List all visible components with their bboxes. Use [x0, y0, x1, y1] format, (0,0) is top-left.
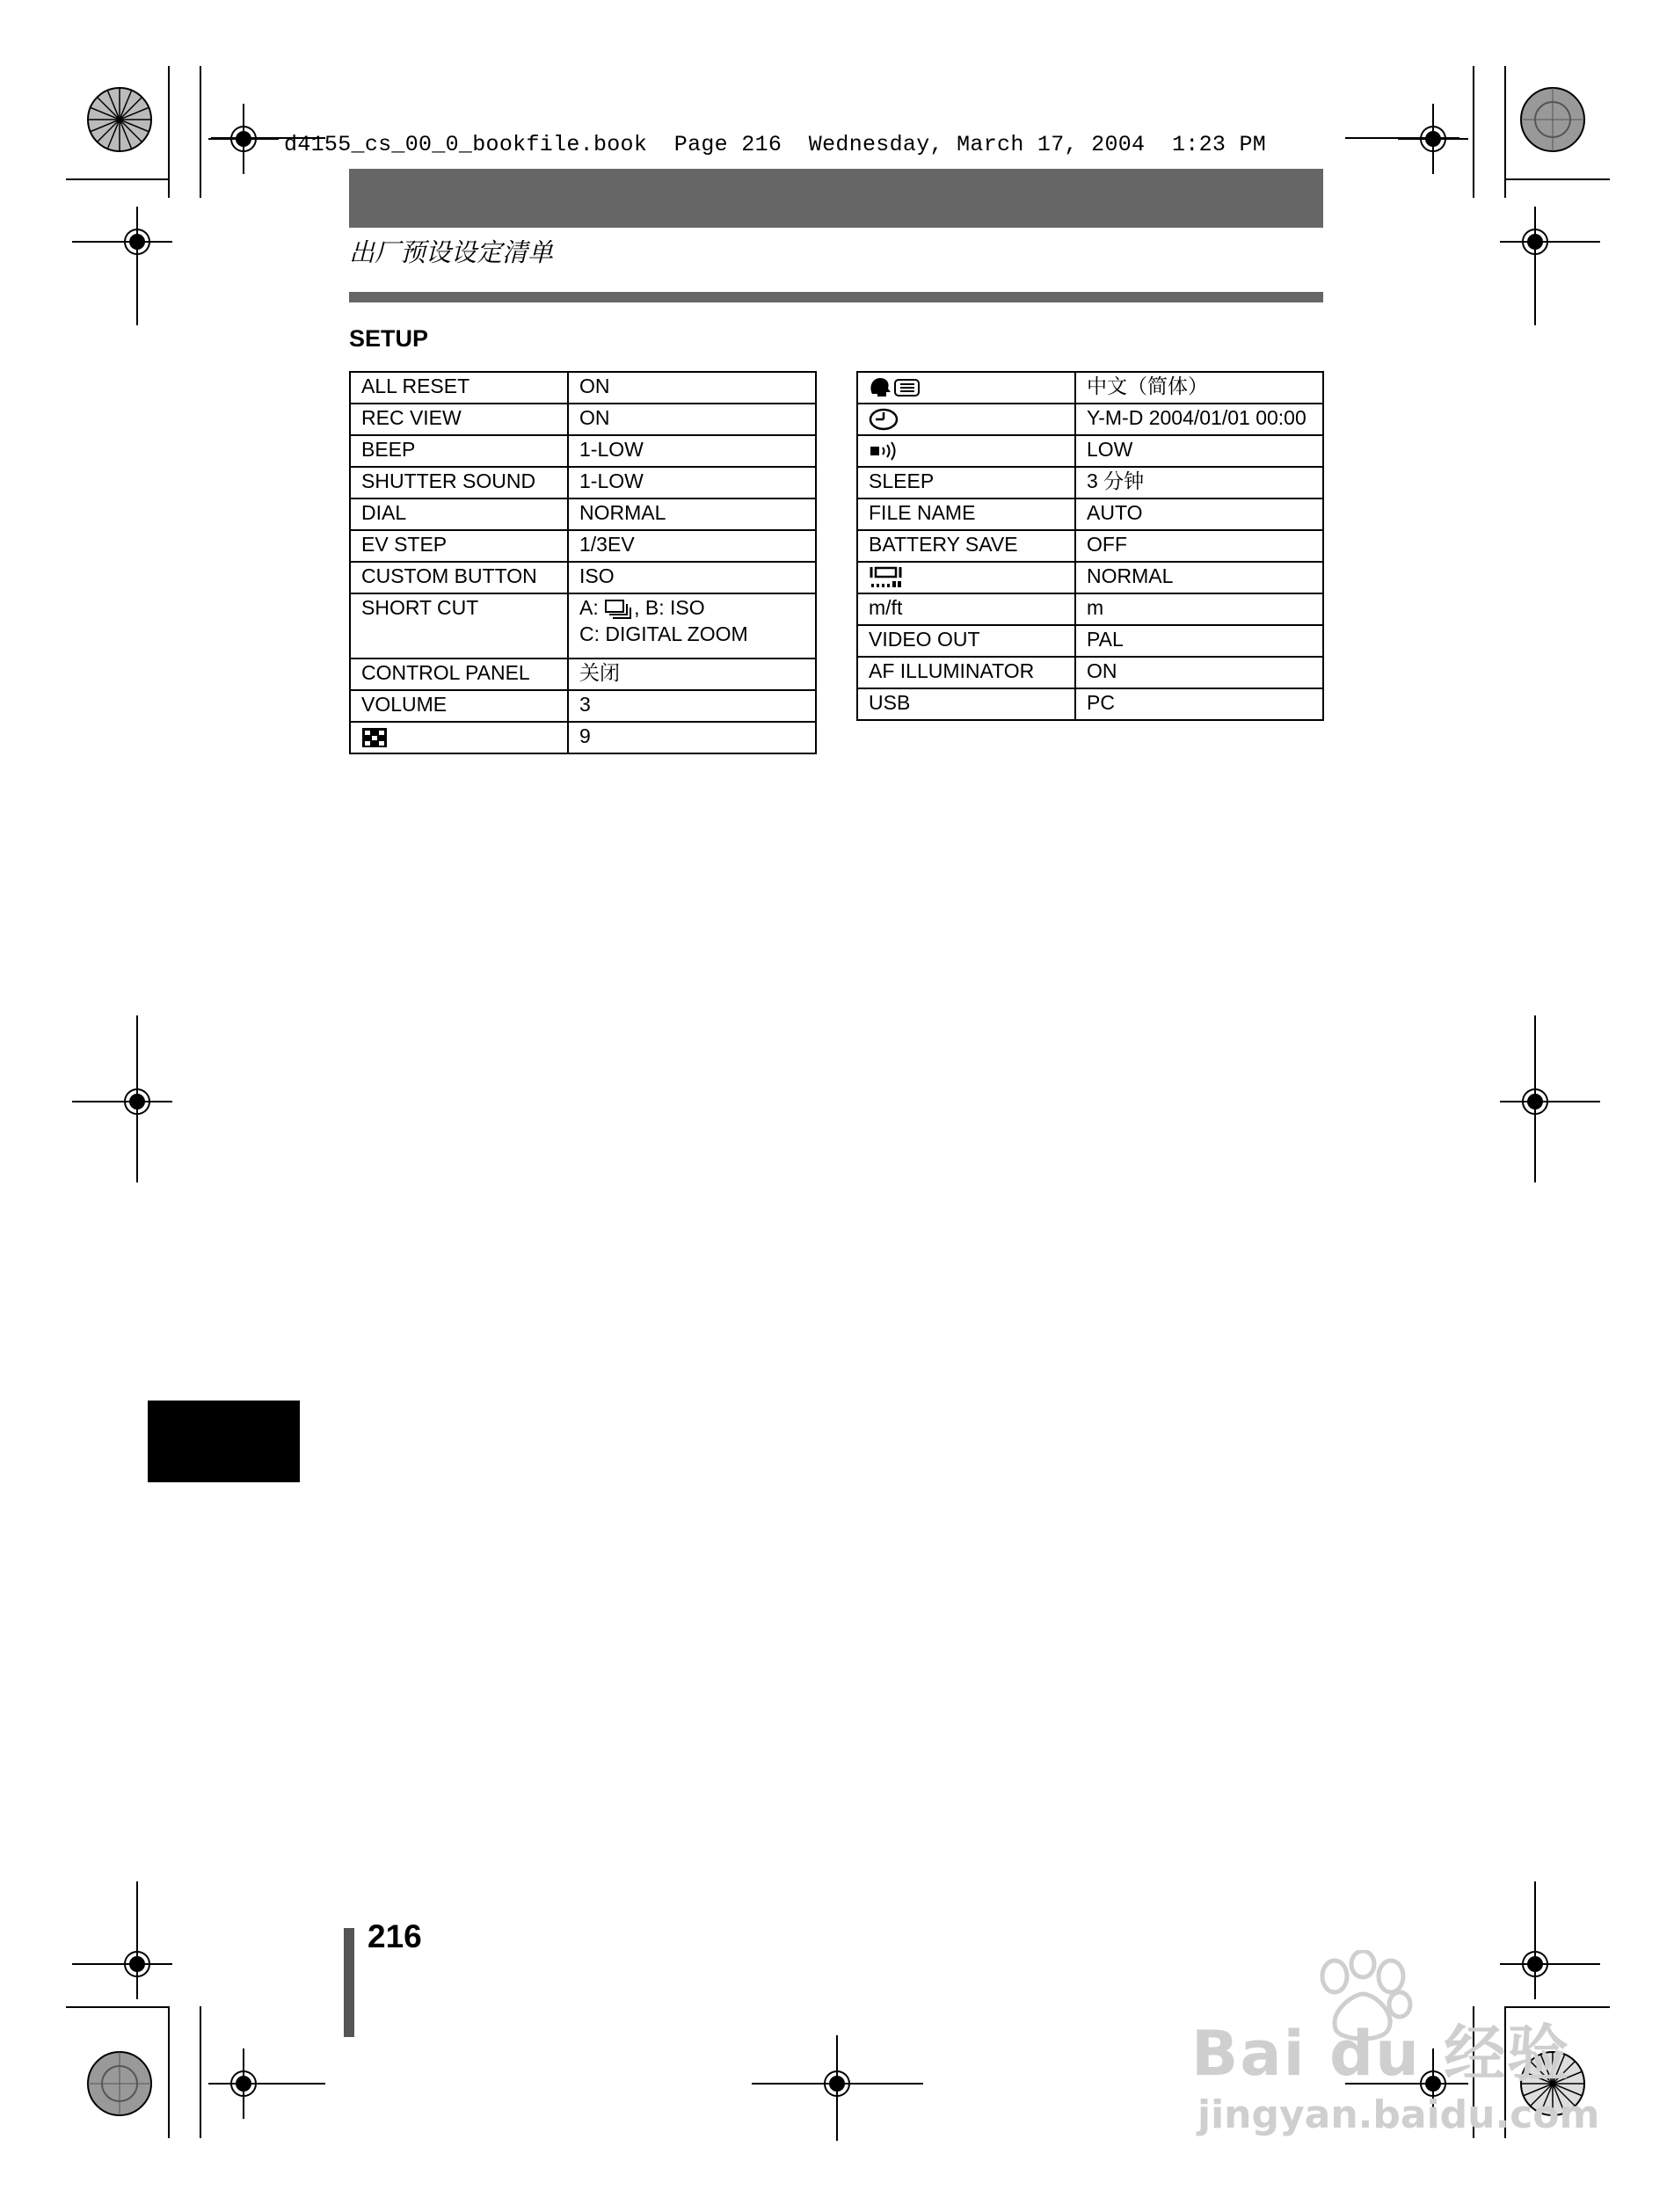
- setup-table-right: [856, 371, 1324, 721]
- table-row: [350, 690, 816, 722]
- clock-icon: [869, 408, 899, 431]
- setting-name: USB: [857, 688, 1075, 720]
- setting-name: VOLUME: [350, 690, 568, 722]
- chapter-tab: [148, 1401, 300, 1482]
- shortcut-a-prefix: A:: [579, 596, 605, 619]
- table-row: [350, 404, 816, 435]
- setting-name: AF ILLUMINATOR: [857, 657, 1075, 688]
- table-row: [857, 688, 1323, 720]
- setting-name: DIAL: [350, 498, 568, 530]
- setup-title: SETUP: [349, 325, 429, 352]
- table-row: [350, 593, 816, 659]
- setting-value: 关闭: [568, 659, 816, 690]
- section-header-bar: [349, 169, 1323, 228]
- language-icon: [869, 376, 921, 399]
- table-row: [350, 498, 816, 530]
- sequential-shooting-icon: [604, 599, 634, 620]
- setting-name: REC VIEW: [350, 404, 568, 435]
- setting-name: [857, 404, 1075, 435]
- table-row: [350, 562, 816, 593]
- setting-value: NORMAL: [568, 498, 816, 530]
- setting-value: 1/3EV: [568, 530, 816, 562]
- table-row: [857, 435, 1323, 467]
- setting-name: SLEEP: [857, 467, 1075, 498]
- setting-value: Y-M-D 2004/01/01 00:00: [1075, 404, 1323, 435]
- setting-name: EV STEP: [350, 530, 568, 562]
- grid-icon: [361, 727, 388, 748]
- setting-name: [857, 372, 1075, 404]
- shortcut-c-line: C: DIGITAL ZOOM: [579, 622, 748, 645]
- table-row: [857, 404, 1323, 435]
- setting-value: m: [1075, 593, 1323, 625]
- setting-name: CONTROL PANEL: [350, 659, 568, 690]
- crosshair-icon: [208, 104, 279, 174]
- setting-value: ON: [568, 404, 816, 435]
- sound-icon: [869, 440, 899, 462]
- setting-value: ON: [1075, 657, 1323, 688]
- setting-name: BATTERY SAVE: [857, 530, 1075, 562]
- monitor-brightness-icon: [869, 565, 904, 590]
- setting-name: CUSTOM BUTTON: [350, 562, 568, 593]
- setting-name: [350, 722, 568, 753]
- table-row: [350, 435, 816, 467]
- setting-value: 中文（简体）: [1075, 372, 1323, 404]
- setting-name: [857, 435, 1075, 467]
- setting-value: 3: [568, 690, 816, 722]
- page-number: 216: [368, 1918, 422, 1954]
- setting-value: OFF: [1075, 530, 1323, 562]
- setting-name: BEEP: [350, 435, 568, 467]
- setting-value: 1-LOW: [568, 467, 816, 498]
- watermark-url: jingyan.baidu.com: [1197, 2092, 1600, 2137]
- table-row: [857, 625, 1323, 657]
- table-row: [857, 530, 1323, 562]
- setting-value: PC: [1075, 688, 1323, 720]
- table-row: [350, 722, 816, 753]
- crosshair-icon: [1398, 104, 1468, 174]
- setting-value: PAL: [1075, 625, 1323, 657]
- table-row: [350, 659, 816, 690]
- page-number-bar: [344, 1928, 354, 2037]
- setting-name: [857, 562, 1075, 593]
- setting-value: NORMAL: [1075, 562, 1323, 593]
- setting-value: ON: [568, 372, 816, 404]
- section-divider: [349, 292, 1323, 302]
- shortcut-a-suffix: , B: ISO: [634, 596, 705, 619]
- setting-name: VIDEO OUT: [857, 625, 1075, 657]
- print-info-header: d4155_cs_00_0_bookfile.book Page 216 Wednesday, March 17, 2004 1:23 PM: [284, 132, 1267, 157]
- table-row: [857, 593, 1323, 625]
- table-row: [857, 467, 1323, 498]
- setting-value: LOW: [1075, 435, 1323, 467]
- registration-wheel-icon: [86, 86, 153, 153]
- setup-table-left: [349, 371, 817, 754]
- setting-name: ALL RESET: [350, 372, 568, 404]
- setting-value: AUTO: [1075, 498, 1323, 530]
- table-row: [350, 372, 816, 404]
- setting-name: SHORT CUT: [350, 593, 568, 659]
- registration-wheel-icon: [86, 2050, 153, 2117]
- setting-name: m/ft: [857, 593, 1075, 625]
- setting-value: 9: [568, 722, 816, 753]
- setting-value: 3 分钟: [1075, 467, 1323, 498]
- table-row: [857, 562, 1323, 593]
- table-row: [350, 467, 816, 498]
- setting-value: ISO: [568, 562, 816, 593]
- setting-name: SHUTTER SOUND: [350, 467, 568, 498]
- setting-value: 1-LOW: [568, 435, 816, 467]
- table-row: [857, 657, 1323, 688]
- table-row: [350, 530, 816, 562]
- setting-value: [568, 593, 816, 659]
- registration-wheel-icon: [1519, 86, 1586, 153]
- setting-name: FILE NAME: [857, 498, 1075, 530]
- watermark-brand: Bai du 经验: [1191, 2018, 1571, 2090]
- table-row: [857, 498, 1323, 530]
- table-row: [857, 372, 1323, 404]
- section-subtitle: 出厂预设设定清单: [349, 239, 554, 267]
